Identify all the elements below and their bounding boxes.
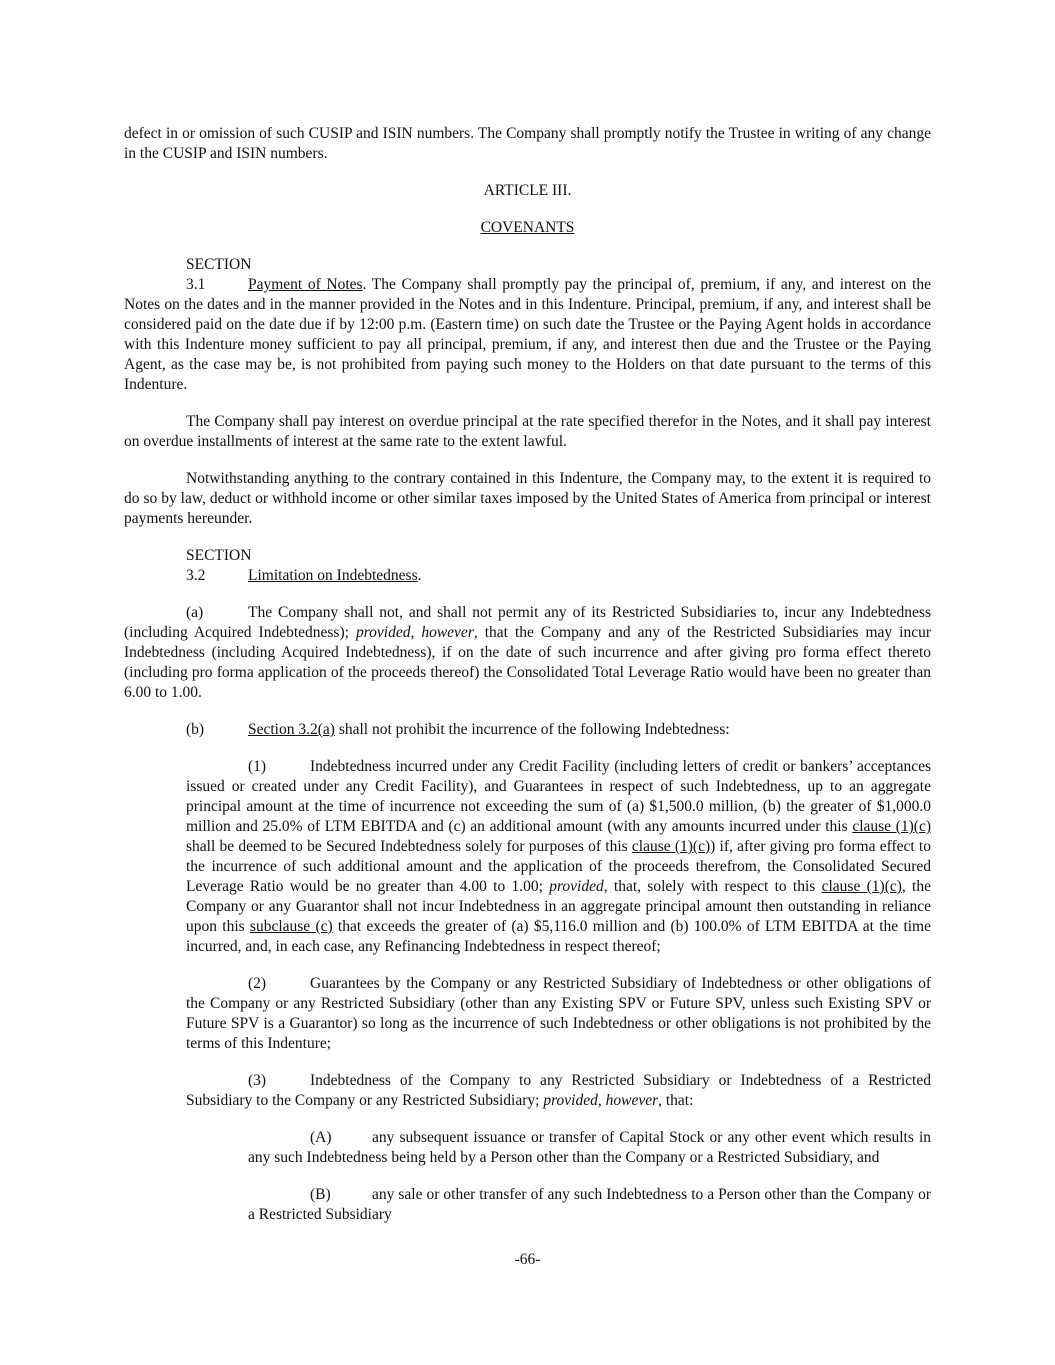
section-3-2-heading-paragraph (124, 546, 931, 586)
clause-b3-text-1: Indebtedness of the Company to any Restricted Subsidiary or Indebtedness of a Restricted Subsidiary to the Company or any Restricted Subsidiary; (186, 1072, 931, 1109)
clause-b1-ref-3: clause (1)(c) (821, 878, 902, 895)
clause-b3-number: (3) (248, 1072, 267, 1089)
clause-b3-italic-1: provided (543, 1092, 598, 1109)
clause-b-text: shall not prohibit the incurrence of the following Indebtedness: (334, 721, 730, 738)
section-3-1-paragraph-2: The Company shall pay interest on overdue principal at the rate specified therefor in the Notes, and it shall pay interest on overdue installments of interest at the same rate to the extent lawful. (124, 413, 931, 450)
clause-a-number: (a) (186, 604, 204, 621)
clause-b1-number: (1) (248, 758, 267, 775)
clause-b3-A-paragraph (248, 1128, 931, 1168)
article-number: ARTICLE III. (483, 182, 572, 199)
clause-a-paragraph (124, 603, 931, 703)
clause-b3-italic-2: however (605, 1092, 659, 1109)
clause-b1-ref-1: clause (1)(c) (852, 818, 931, 835)
clause-b3-B-number: (B) (310, 1186, 331, 1203)
section-3-1-heading: Payment of Notes (248, 276, 363, 293)
page-number: -66- (514, 1251, 541, 1268)
clause-b1-text-6: that exceeds the greater of (a) $5,116.0 million and (b) 100.0% of LTM EBITDA at the time incurred, and, in each case, any Refinancing Indebtedness in respect thereof; (186, 918, 931, 955)
intro-paragraph: defect in or omission of such CUSIP and ISIN numbers. The Company shall promptly notify the Trustee in writing of any change in the CUSIP and ISIN numbers. (124, 125, 931, 162)
clause-b1-paragraph (186, 757, 931, 957)
clause-b3-text-3: , that: (658, 1092, 694, 1109)
clause-b3-B-paragraph (248, 1185, 931, 1225)
clause-b2-text: Guarantees by the Company or any Restricted Subsidiary of Indebtedness or other obligations of the Company or any Restricted Subsidiary (other than any Existing SPV or Future SPV, unless such Existing SPV or Future SPV is a Guarantor) so long as the incurrence of such Indebtedness or other obligations is not prohibited by the terms of this Indenture; (186, 975, 931, 1052)
clause-b-number: (b) (186, 721, 205, 738)
section-3-1-paragraph-3: Notwithstanding anything to the contrary contained in this Indenture, the Company may, to the extent it is required to do so by law, deduct or withhold income or other similar taxes imposed by the United States of America from principal or interest payments hereunder. (124, 470, 931, 527)
section-3-2-heading: Limitation on Indebtedness (248, 567, 418, 584)
clause-b-reference: Section 3.2(a) (248, 721, 335, 738)
clause-b3-B-text: any sale or other transfer of any such Indebtedness to a Person other than the Company or a Restricted Subsidiary (248, 1186, 931, 1223)
clause-b2-paragraph (186, 974, 931, 1054)
clause-b3-A-text: any subsequent issuance or transfer of Capital Stock or any other event which results in any such Indebtedness being held by a Person other than the Company or a Restricted Subsidiary, and (248, 1129, 931, 1166)
clause-a-text-1: The Company shall not, and shall not permit any of its Restricted Subsidiaries to, incur any Indebtedness (including Acquired Indebtedness); (124, 604, 931, 641)
section-3-1-label: SECTION 3.1 (186, 256, 252, 293)
article-title-text: COVENANTS (480, 219, 575, 236)
section-3-2-label: SECTION 3.2 (186, 547, 252, 584)
clause-b3-A-number: (A) (310, 1129, 332, 1146)
clause-b1-italic: provided (549, 878, 604, 895)
clause-b3-text-2: , (597, 1092, 606, 1109)
clause-b1-text-1: Indebtedness incurred under any Credit Facility (including letters of credit or bankers’ acceptances issued or created under any Credit Facility), and Guarantees in respect of such Indebtedness, up to an aggregate principal amount at the time of incurrence not exceeding the sum of (a) $1,500.0 million, (b) the greater of $1,000.0 million and 25.0% of LTM EBITDA and (c) an additional amount (with any amounts incurred under this (186, 758, 931, 835)
section-3-1-text: . The Company shall promptly pay the principal of, premium, if any, and interest on the Notes on the dates and in the manner provided in the Notes and in this Indenture. Principal, premium, if any, and interest shall be considered paid on the date due if by 12:00 p.m. (Eastern time) on such date the Trustee or the Paying Agent holds in accordance with this Indenture money sufficient to pay all principal, premium, if any, and interest then due and the Trustee or the Paying Agent, as the case may be, is not prohibited from paying such money to the Holders on that date pursuant to the terms of this Indenture. (124, 276, 931, 393)
section-3-2-period: . (417, 567, 422, 584)
clause-b1-ref-2: clause (1)(c) (631, 838, 711, 855)
section-3-1-paragraph (124, 255, 931, 395)
clause-a-italic: provided, however (355, 624, 474, 641)
article-title (124, 218, 931, 238)
clause-b1-text-2: shall be deemed to be Secured Indebtedness solely for purposes of this (186, 838, 632, 855)
clause-b1-ref-4: subclause (c) (249, 918, 333, 935)
clause-b1-text-4: , that, solely with respect to this (603, 878, 822, 895)
clause-b1-text-5: , the Company or any Guarantor shall not incur Indebtedness in an aggregate principal amount then outstanding in reliance upon this (186, 878, 931, 935)
clause-b3-paragraph (186, 1071, 931, 1111)
clause-b-paragraph (124, 720, 931, 740)
clause-b1-text-3: ) if, after giving pro forma effect to the incurrence of such additional amount and the application of the proceeds therefrom, the Consolidated Secured Leverage Ratio would be no greater than 4.00 to 1.00; (186, 838, 931, 895)
document-page (124, 124, 931, 1225)
clause-a-text-2: , that the Company and any of the Restricted Subsidiaries may incur Indebtedness (including Acquired Indebtedness), if on the date of such incurrence and after giving pro forma effect thereto (including pro forma application of the proceeds thereof) the Consolidated Total Leverage Ratio would have been no greater than 6.00 to 1.00. (124, 624, 931, 701)
clause-b2-number: (2) (248, 975, 267, 992)
